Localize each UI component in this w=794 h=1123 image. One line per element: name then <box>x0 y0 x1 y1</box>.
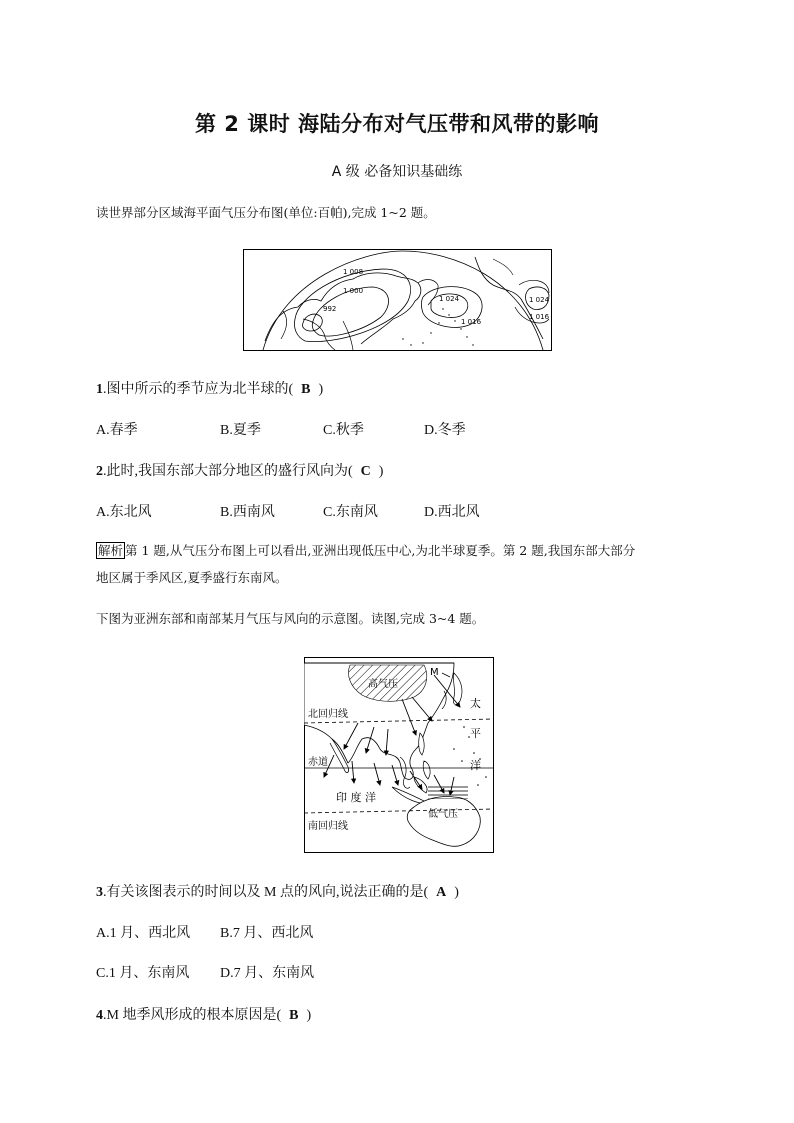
monsoon-map <box>304 657 494 853</box>
label-m-point: M <box>430 667 439 678</box>
question-3-options-row2 <box>96 962 696 982</box>
answer-1: B <box>301 382 311 397</box>
isobar-label: 1 016 <box>461 318 482 326</box>
option: A.春季 <box>96 423 138 438</box>
label-tropic-south: 南回归线 <box>308 821 348 832</box>
intro-text-2: 下图为亚洲东部和南部某月气压与风向的示意图。读图,完成 3~4 题。 <box>96 611 485 626</box>
label-low-pressure: 低气压 <box>428 809 458 820</box>
label-high-pressure: 高气压 <box>368 679 398 690</box>
question-3-options-row1 <box>96 922 696 942</box>
label-indian-ocean: 印 度 洋 <box>336 791 376 804</box>
answer-2: C <box>360 464 371 479</box>
option: C.1 月、东南风 <box>96 966 190 981</box>
option: A.1 月、西北风 <box>96 926 191 941</box>
question-1: 1.图中所示的季节应为北半球的( B ) <box>96 382 324 397</box>
label-pacific: 洋 <box>470 759 481 772</box>
label-pacific: 平 <box>470 727 481 740</box>
option: B.西南风 <box>220 505 275 520</box>
option: D.西北风 <box>424 505 480 520</box>
isobar-label: 1 024 <box>529 296 550 304</box>
option: C.秋季 <box>323 423 364 438</box>
question-4: 4.M 地季风形成的根本原因是( B ) <box>96 1008 312 1023</box>
question-3: 3.有关该图表示的时间以及 M 点的风向,说法正确的是( A ) <box>96 885 459 900</box>
page-title: 第 2 课时 海陆分布对气压带和风带的影响 <box>194 112 600 136</box>
isobar-label: 1 008 <box>343 268 364 276</box>
isobar-label: 992 <box>323 305 337 313</box>
isobar-label: 1 000 <box>343 287 364 295</box>
answer-3: A <box>436 885 447 900</box>
analysis-tag: 解析 <box>98 543 124 558</box>
answer-4: B <box>289 1008 299 1023</box>
option: A.东北风 <box>96 505 152 520</box>
label-equator: 赤道 <box>308 757 328 768</box>
isobar-label: 1 024 <box>439 295 460 303</box>
intro-text-1: 读世界部分区域海平面气压分布图(单位:百帕),完成 1~2 题。 <box>96 205 436 220</box>
option: B.夏季 <box>220 423 261 438</box>
question-1-options <box>96 419 696 439</box>
analysis-block: 解析 第 1 题,从气压分布图上可以看出,亚洲出现低压中心,为北半球夏季。第 2 题,我国东部大部分 地区属于季风区,夏季盛行东南风。 <box>96 543 636 585</box>
label-pacific: 太 <box>470 697 481 710</box>
question-2-options <box>96 501 696 521</box>
pressure-map <box>243 249 552 351</box>
option: C.东南风 <box>323 505 378 520</box>
option: D.7 月、东南风 <box>220 966 315 981</box>
label-tropic-north: 北回归线 <box>308 709 348 720</box>
option: B.7 月、西北风 <box>220 926 314 941</box>
question-2: 2.此时,我国东部大部分地区的盛行风向为( C ) <box>96 464 384 479</box>
option: D.冬季 <box>424 423 466 438</box>
section-subtitle: A 级 必备知识基础练 <box>331 164 463 180</box>
isobar-label: 1 016 <box>529 313 550 321</box>
